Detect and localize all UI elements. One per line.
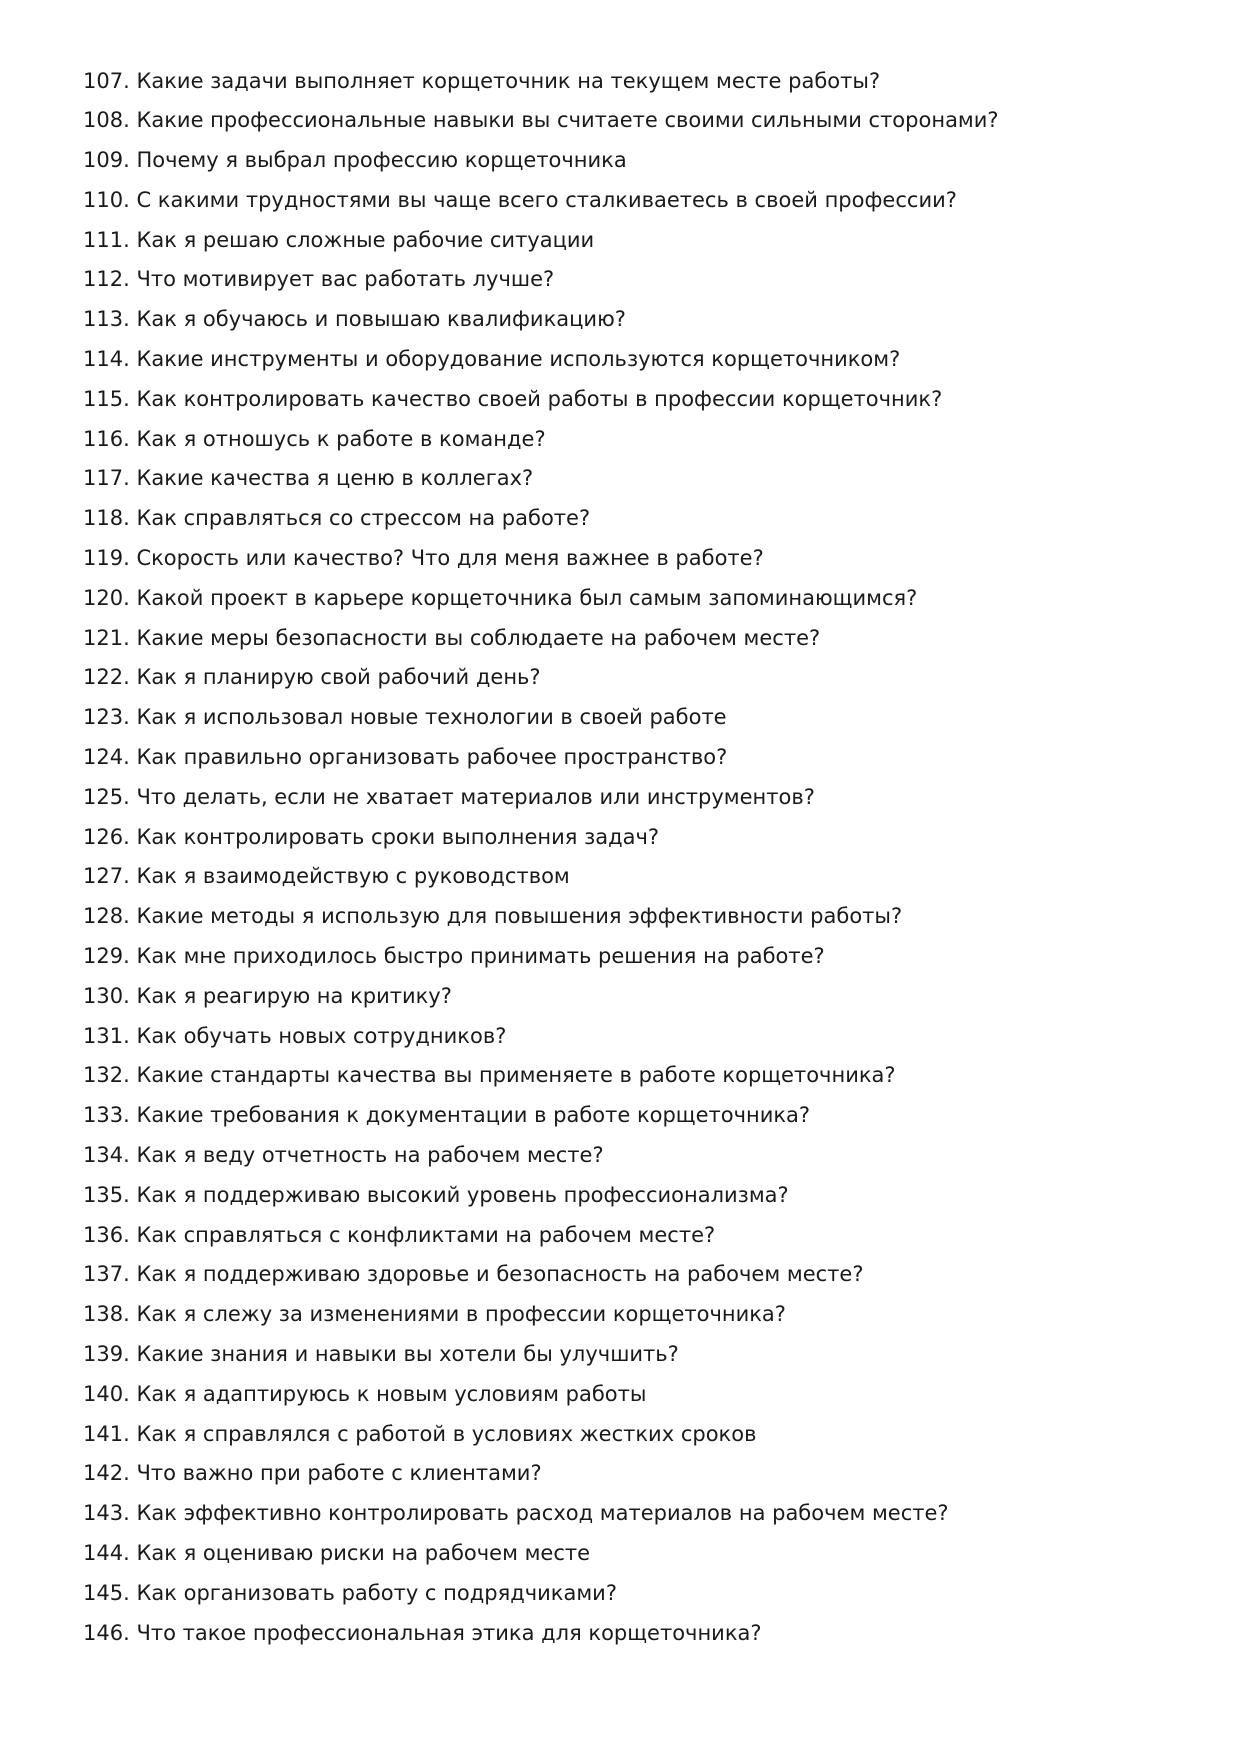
list-item xyxy=(83,1017,999,1057)
question-number: 125. xyxy=(83,784,130,809)
question-number: 112. xyxy=(83,267,130,292)
list-item xyxy=(83,340,999,380)
list-item xyxy=(83,1574,999,1614)
question-text: Как я планирую свой рабочий день? xyxy=(136,665,541,690)
question-text: Что важно при работе с клиентами? xyxy=(136,1461,542,1486)
question-number: 117. xyxy=(83,466,130,491)
question-text: Как эффективно контролировать расход материалов на рабочем месте? xyxy=(136,1501,949,1526)
question-number: 133. xyxy=(83,1103,130,1128)
list-item xyxy=(83,181,999,221)
question-text: Как я решаю сложные рабочие ситуации xyxy=(136,227,595,252)
question-number: 122. xyxy=(83,665,130,690)
list-item xyxy=(83,1216,999,1256)
question-number: 124. xyxy=(83,745,130,770)
list-item xyxy=(83,539,999,579)
list-item xyxy=(83,260,999,300)
question-text: Что делать, если не хватает материалов или инструментов? xyxy=(136,784,815,809)
question-number: 132. xyxy=(83,1063,130,1088)
list-item xyxy=(83,1534,999,1574)
list-item xyxy=(83,1454,999,1494)
question-text: Какие требования к документации в работе корщеточника? xyxy=(136,1103,811,1128)
list-item xyxy=(83,101,999,141)
question-number: 119. xyxy=(83,546,130,571)
question-number: 131. xyxy=(83,1023,130,1048)
question-text: Как организовать работу с подрядчиками? xyxy=(136,1580,617,1605)
question-text: Как я поддерживаю высокий уровень профессионализма? xyxy=(136,1182,789,1207)
question-number: 137. xyxy=(83,1262,130,1287)
question-text: Как я слежу за изменениями в профессии корщеточника? xyxy=(136,1302,786,1327)
question-number: 123. xyxy=(83,705,130,730)
list-item xyxy=(83,778,999,818)
question-text: Как обучать новых сотрудников? xyxy=(136,1023,507,1048)
list-item xyxy=(83,62,999,102)
question-number: 143. xyxy=(83,1501,130,1526)
list-item xyxy=(83,1136,999,1176)
question-number: 138. xyxy=(83,1302,130,1327)
list-item xyxy=(83,499,999,539)
question-text: Как правильно организовать рабочее пространство? xyxy=(136,745,728,770)
list-item xyxy=(83,1255,999,1295)
question-text: Как я поддерживаю здоровье и безопасность на рабочем месте? xyxy=(136,1262,864,1287)
question-number: 109. xyxy=(83,148,130,173)
list-item xyxy=(83,658,999,698)
question-text: Как я использовал новые технологии в своей работе xyxy=(136,705,727,730)
question-number: 113. xyxy=(83,307,130,332)
question-number: 139. xyxy=(83,1342,130,1366)
question-number: 127. xyxy=(83,864,130,889)
question-text: Какие стандарты качества вы применяете в работе корщеточника? xyxy=(136,1063,896,1088)
list-item xyxy=(83,300,999,340)
question-text: Как я реагирую на критику? xyxy=(136,983,452,1008)
question-text: Какой проект в карьере корщеточника был самым запоминающимся? xyxy=(136,585,918,610)
list-item xyxy=(83,977,999,1017)
question-text: Какие задачи выполняет корщеточник на текущем месте работы? xyxy=(136,68,881,93)
question-number: 108. xyxy=(83,108,130,133)
question-text: Как справляться со стрессом на работе? xyxy=(136,506,591,531)
question-number: 116. xyxy=(83,426,130,451)
list-item xyxy=(83,738,999,778)
question-text: Как я оцениваю риски на рабочем месте xyxy=(136,1540,591,1565)
question-text: Как контролировать качество своей работы в профессии корщеточник? xyxy=(136,386,943,411)
question-text: Как справляться с конфликтами на рабочем месте? xyxy=(136,1222,716,1247)
question-number: 135. xyxy=(83,1182,130,1207)
question-number: 129. xyxy=(83,944,130,969)
question-number: 126. xyxy=(83,824,130,849)
list-item xyxy=(83,619,999,659)
list-item xyxy=(83,937,999,977)
question-number: 140. xyxy=(83,1381,130,1406)
question-list xyxy=(83,62,999,1654)
question-number: 120. xyxy=(83,585,130,610)
question-number: 107. xyxy=(83,68,130,93)
list-item xyxy=(83,1335,999,1375)
list-item xyxy=(83,420,999,460)
question-number: 144. xyxy=(83,1540,130,1565)
question-text: Скорость или качество? Что для меня важнее в работе? xyxy=(136,546,764,571)
question-number: 145. xyxy=(83,1580,130,1605)
question-text: Как я справлялся с работой в условиях жестких сроков xyxy=(136,1421,757,1446)
question-text: Какие меры безопасности вы соблюдаете на рабочем месте? xyxy=(136,625,821,650)
list-item xyxy=(83,1176,999,1216)
question-text: Как я отношусь к работе в команде? xyxy=(136,426,546,451)
question-text: С какими трудностями вы чаще всего сталкиваетесь в своей профессии? xyxy=(136,187,957,212)
question-text: Какие инструменты и оборудование используются корщеточником? xyxy=(136,347,901,372)
question-number: 110. xyxy=(83,187,130,212)
question-number: 142. xyxy=(83,1461,130,1486)
list-item xyxy=(83,1295,999,1335)
question-text: Как контролировать сроки выполнения задач? xyxy=(136,824,660,849)
question-text: Какие качества я ценю в коллегах? xyxy=(136,466,534,491)
list-item xyxy=(83,141,999,181)
list-item xyxy=(83,459,999,499)
question-text: Как мне приходилось быстро принимать решения на работе? xyxy=(136,944,825,969)
question-text: Какие знания и навыки вы хотели бы улучшить? xyxy=(136,1342,679,1366)
question-number: 115. xyxy=(83,386,130,411)
list-item xyxy=(83,221,999,261)
list-item xyxy=(83,1096,999,1136)
list-item xyxy=(83,897,999,937)
question-text: Какие профессиональные навыки вы считаете своими сильными сторонами? xyxy=(136,108,999,133)
question-text: Какие методы я использую для повышения эффективности работы? xyxy=(136,904,903,929)
question-number: 128. xyxy=(83,904,130,929)
question-number: 134. xyxy=(83,1143,130,1168)
question-number: 130. xyxy=(83,983,130,1008)
question-text: Как я обучаюсь и повышаю квалификацию? xyxy=(136,307,626,332)
list-item xyxy=(83,579,999,619)
list-item xyxy=(83,857,999,897)
question-number: 136. xyxy=(83,1222,130,1247)
question-text: Как я веду отчетность на рабочем месте? xyxy=(136,1143,604,1168)
question-text: Почему я выбрал профессию корщеточника xyxy=(136,148,627,173)
question-number: 118. xyxy=(83,506,130,531)
list-item xyxy=(83,1614,999,1654)
question-number: 141. xyxy=(83,1421,130,1446)
question-text: Как я адаптируюсь к новым условиям работы xyxy=(136,1381,647,1406)
question-text: Что такое профессиональная этика для корщеточника? xyxy=(136,1620,762,1645)
list-item xyxy=(83,698,999,738)
question-number: 111. xyxy=(83,227,130,252)
list-item xyxy=(83,818,999,858)
list-item xyxy=(83,1375,999,1415)
question-number: 114. xyxy=(83,347,130,372)
question-number: 146. xyxy=(83,1620,130,1645)
question-text: Как я взаимодействую с руководством xyxy=(136,864,570,889)
question-text: Что мотивирует вас работать лучше? xyxy=(136,267,555,292)
list-item xyxy=(83,1415,999,1455)
list-item xyxy=(83,1494,999,1534)
question-number: 121. xyxy=(83,625,130,650)
list-item xyxy=(83,380,999,420)
list-item xyxy=(83,1056,999,1096)
